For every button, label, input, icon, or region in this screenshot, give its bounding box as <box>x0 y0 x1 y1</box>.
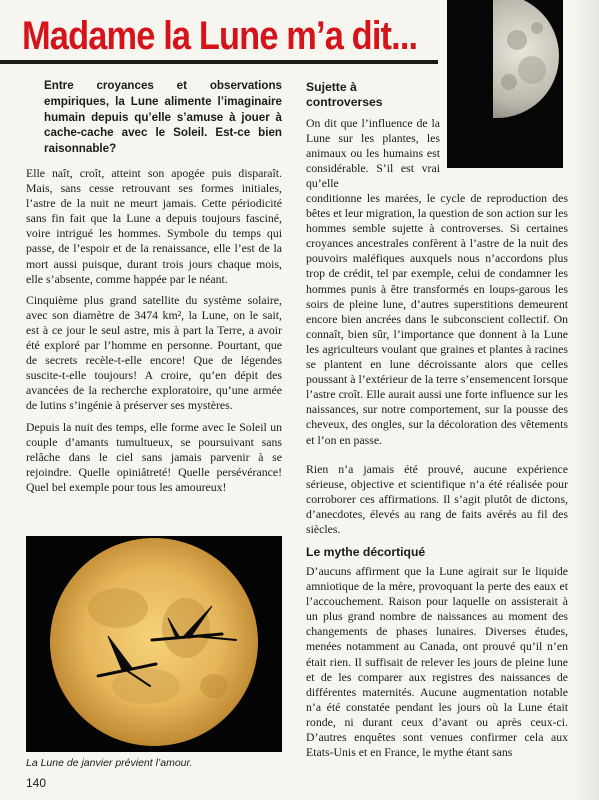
paragraph: Depuis la nuit des temps, elle forme avec le Soleil un couple d’amants tumultueux, se poursuivant sans relâche dans le ciel sans jamais parvenir à se rejoindre. Quelle opiniâtreté! Quelle persévérance! Quel bel exemple pour tous les amoureux! <box>26 419 282 494</box>
paragraph: D’aucuns affirment que la Lune agirait sur le liquide amniotique de la mère, provoquant la perte des eaux et l’accouchement. Raison pour laquelle on assisterait à un plus grand nombre de naissances au moment des changements de phases lunaires. Diverses études, menées notamment au Canada, ont prouvé qu’il n’en était rien. Il suffisait de relever les jours de pleine lune et de les comparer aux registres des naissances de différentes maternités. Aucune augmentation notable n’a été constatée pendant les jours où la Lune était ronde, ni durant ceux d’avant ou après ceux-ci. D’autres enquêtes sont venues confirmer cela aux Etats-Unis et en France, le mythe étant sans <box>306 564 568 760</box>
paragraph-continued: conditionne les marées, le cycle de reproduction des bêtes et leur migration, la question de son action sur les hommes semble sujette à controverses. Si certaines croyances ancestrales confèrent à l’astre de la nuit des pouvoirs maléfiques auxquels nous n’accordons plus trop de crédit, tel par exemple, celui de condamner les hommes punis à être transformés en loups-garous les soirs de pleine lune, d’autres superstitions demeurent encore bien ancrées dans le subconscient collectif. On connaît, bien sûr, l’importance que donnent à la Lune les agriculteurs voulant que graines et plantes à racines se plantent en lune décroissante alors que celles poussant à l’extérieur de la terre s’ensemencent lorsque l’astre croît. Elle aurait aussi une forte influence sur les naissances, sur notre comportement, sur la pousse des cheveux, des ongles, sur la décoloration des vêtements et l’on en passe. <box>306 191 568 447</box>
half-moon-photo <box>447 0 563 168</box>
paragraph-start: On dit que l’influence de la Lune sur les plantes, les animaux ou les humains est considérable. S’il est vrai qu’elle <box>306 116 440 191</box>
paragraph: Elle naît, croît, atteint son apogée puis disparaît. Mais, sans cesse retrouvant ses formes initiales, l’astre de la nuit ne meurt jamais. Cette périodicité sans fin fait que la Lune a depuis toujours fasciné, voire intrigué les hommes. Symbole du temps qui passe, de l’espoir et de la renaissance, elle l’est de la mort aussi puisque, durant trois jours chaque mois, elle s’absente, comme happée par le néant. <box>26 166 282 286</box>
full-moon-with-cranes-photo <box>26 536 282 752</box>
page-edge-shadow <box>571 0 599 800</box>
section-heading: Le mythe décortiqué <box>306 545 426 559</box>
photo-caption: La Lune de janvier prévient l’amour. <box>26 757 193 769</box>
section-heading: Sujette à controverses <box>306 80 383 109</box>
paragraph: Rien n’a jamais été prouvé, aucune expérience sérieuse, objective et scientifique n’a été réalisée pour corroborer ces affirmations. Il s’agit plutôt de dictons, d’anecdotes, élevés au rang de faits avérés au fil des siècles. <box>306 462 568 537</box>
article-lead: Entre croyances et observations empiriques, la Lune alimente l’imaginaire humain depuis qu’elle s’amuse à jouer à cache-cache avec le Soleil. Est-ce bien raisonnable? <box>44 79 282 156</box>
paragraph: Cinquième plus grand satellite du système solaire, avec son diamètre de 3474 km², la Lune, on le sait, est à ce jour le seul astre, mis à part la Terre, a avoir été exploré par l’homme en personne. Pourtant, que de secrets recèle-t-elle encore! Que de légendes suscite-t-elle toujours! A croire, qu’en dépit des avancées de la recherche exploratoire, qu’une armée de lutins s’ingénie à préserver ses mystères. <box>26 292 282 413</box>
page-number: 140 <box>26 776 47 790</box>
article-title: Madame la Lune m’a dit... <box>22 14 418 58</box>
left-column <box>26 166 282 501</box>
title-rule <box>0 60 438 64</box>
